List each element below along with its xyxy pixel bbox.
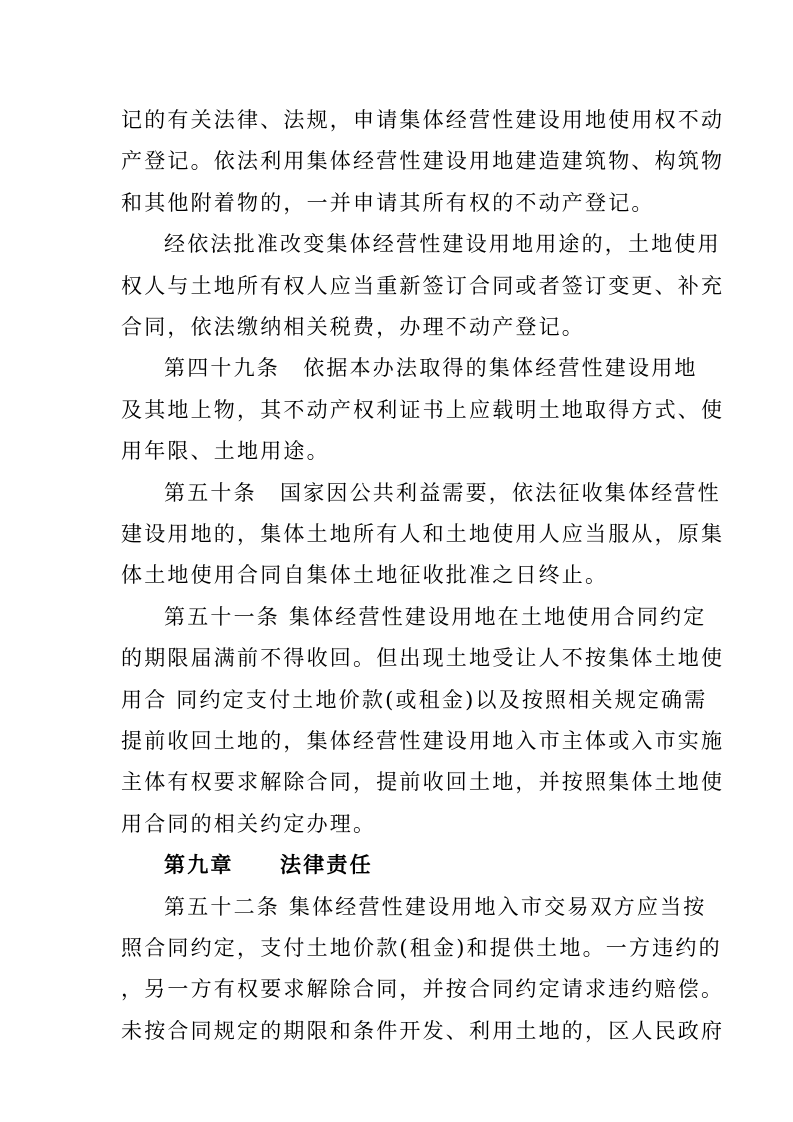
text-line: 建设用地的，集体土地所有人和土地使用人应当服从，原集 [121, 522, 725, 546]
text-line: 和其他附着物的，一并申请其所有权的不动产登记。 [121, 190, 655, 215]
text-line: 第五十一条 集体经营性建设用地在土地使用合同约定 [164, 604, 707, 629]
text-line: 提前收回土地的，集体经营性建设用地入市主体或入市实施 [121, 729, 725, 753]
text-line: 及其地上物，其不动产权利证书上应载明土地取得方式、使 [121, 397, 725, 422]
text-line: 第五十条 国家因公共利益需要，依法征收集体经营性 [164, 480, 721, 505]
text-line: 的期限届满前不得收回。但出现土地受让人不按集体土地使 [121, 646, 725, 671]
text-line: 体土地使用合同自集体土地征收批准之日终止。 [121, 563, 609, 588]
text-line: 用合 同约定支付土地价款(或租金)以及按照相关规定确需 [121, 687, 708, 712]
text-line: 未按合同规定的期限和条件开发、利用土地的，区人民政府 [121, 1018, 725, 1043]
text-line: 主体有权要求解除合同，提前收回土地，并按照集体土地使 [121, 770, 725, 795]
text-line: 照合同约定，支付土地价款(租金)和提供土地。一方违约的 [121, 936, 722, 960]
text-line: ，另一方有权要求解除合同，并按合同约定请求违约赔偿。 [121, 977, 725, 1002]
text-line: 合同，依法缴纳相关税费，办理不动产登记。 [121, 315, 585, 339]
text-line: 第四十九条 依据本办法取得的集体经营性建设用地 [164, 356, 698, 381]
text-line: 用年限、土地用途。 [121, 439, 330, 464]
chapter-heading: 第九章 法律责任 [164, 852, 373, 878]
text-line: 产登记。依法利用集体经营性建设用地建造建筑物、构筑物 [121, 149, 725, 174]
text-line: 经依法批准改变集体经营性建设用地用途的，土地使用 [164, 232, 721, 257]
text-line: 第五十二条 集体经营性建设用地入市交易双方应当按 [164, 894, 707, 919]
text-line: 记的有关法律、法规，申请集体经营性建设用地使用权不动 [121, 108, 725, 132]
text-line: 用合同的相关约定办理。 [121, 811, 377, 836]
text-line: 权人与土地所有权人应当重新签订合同或者签订变更、补充 [121, 273, 725, 298]
